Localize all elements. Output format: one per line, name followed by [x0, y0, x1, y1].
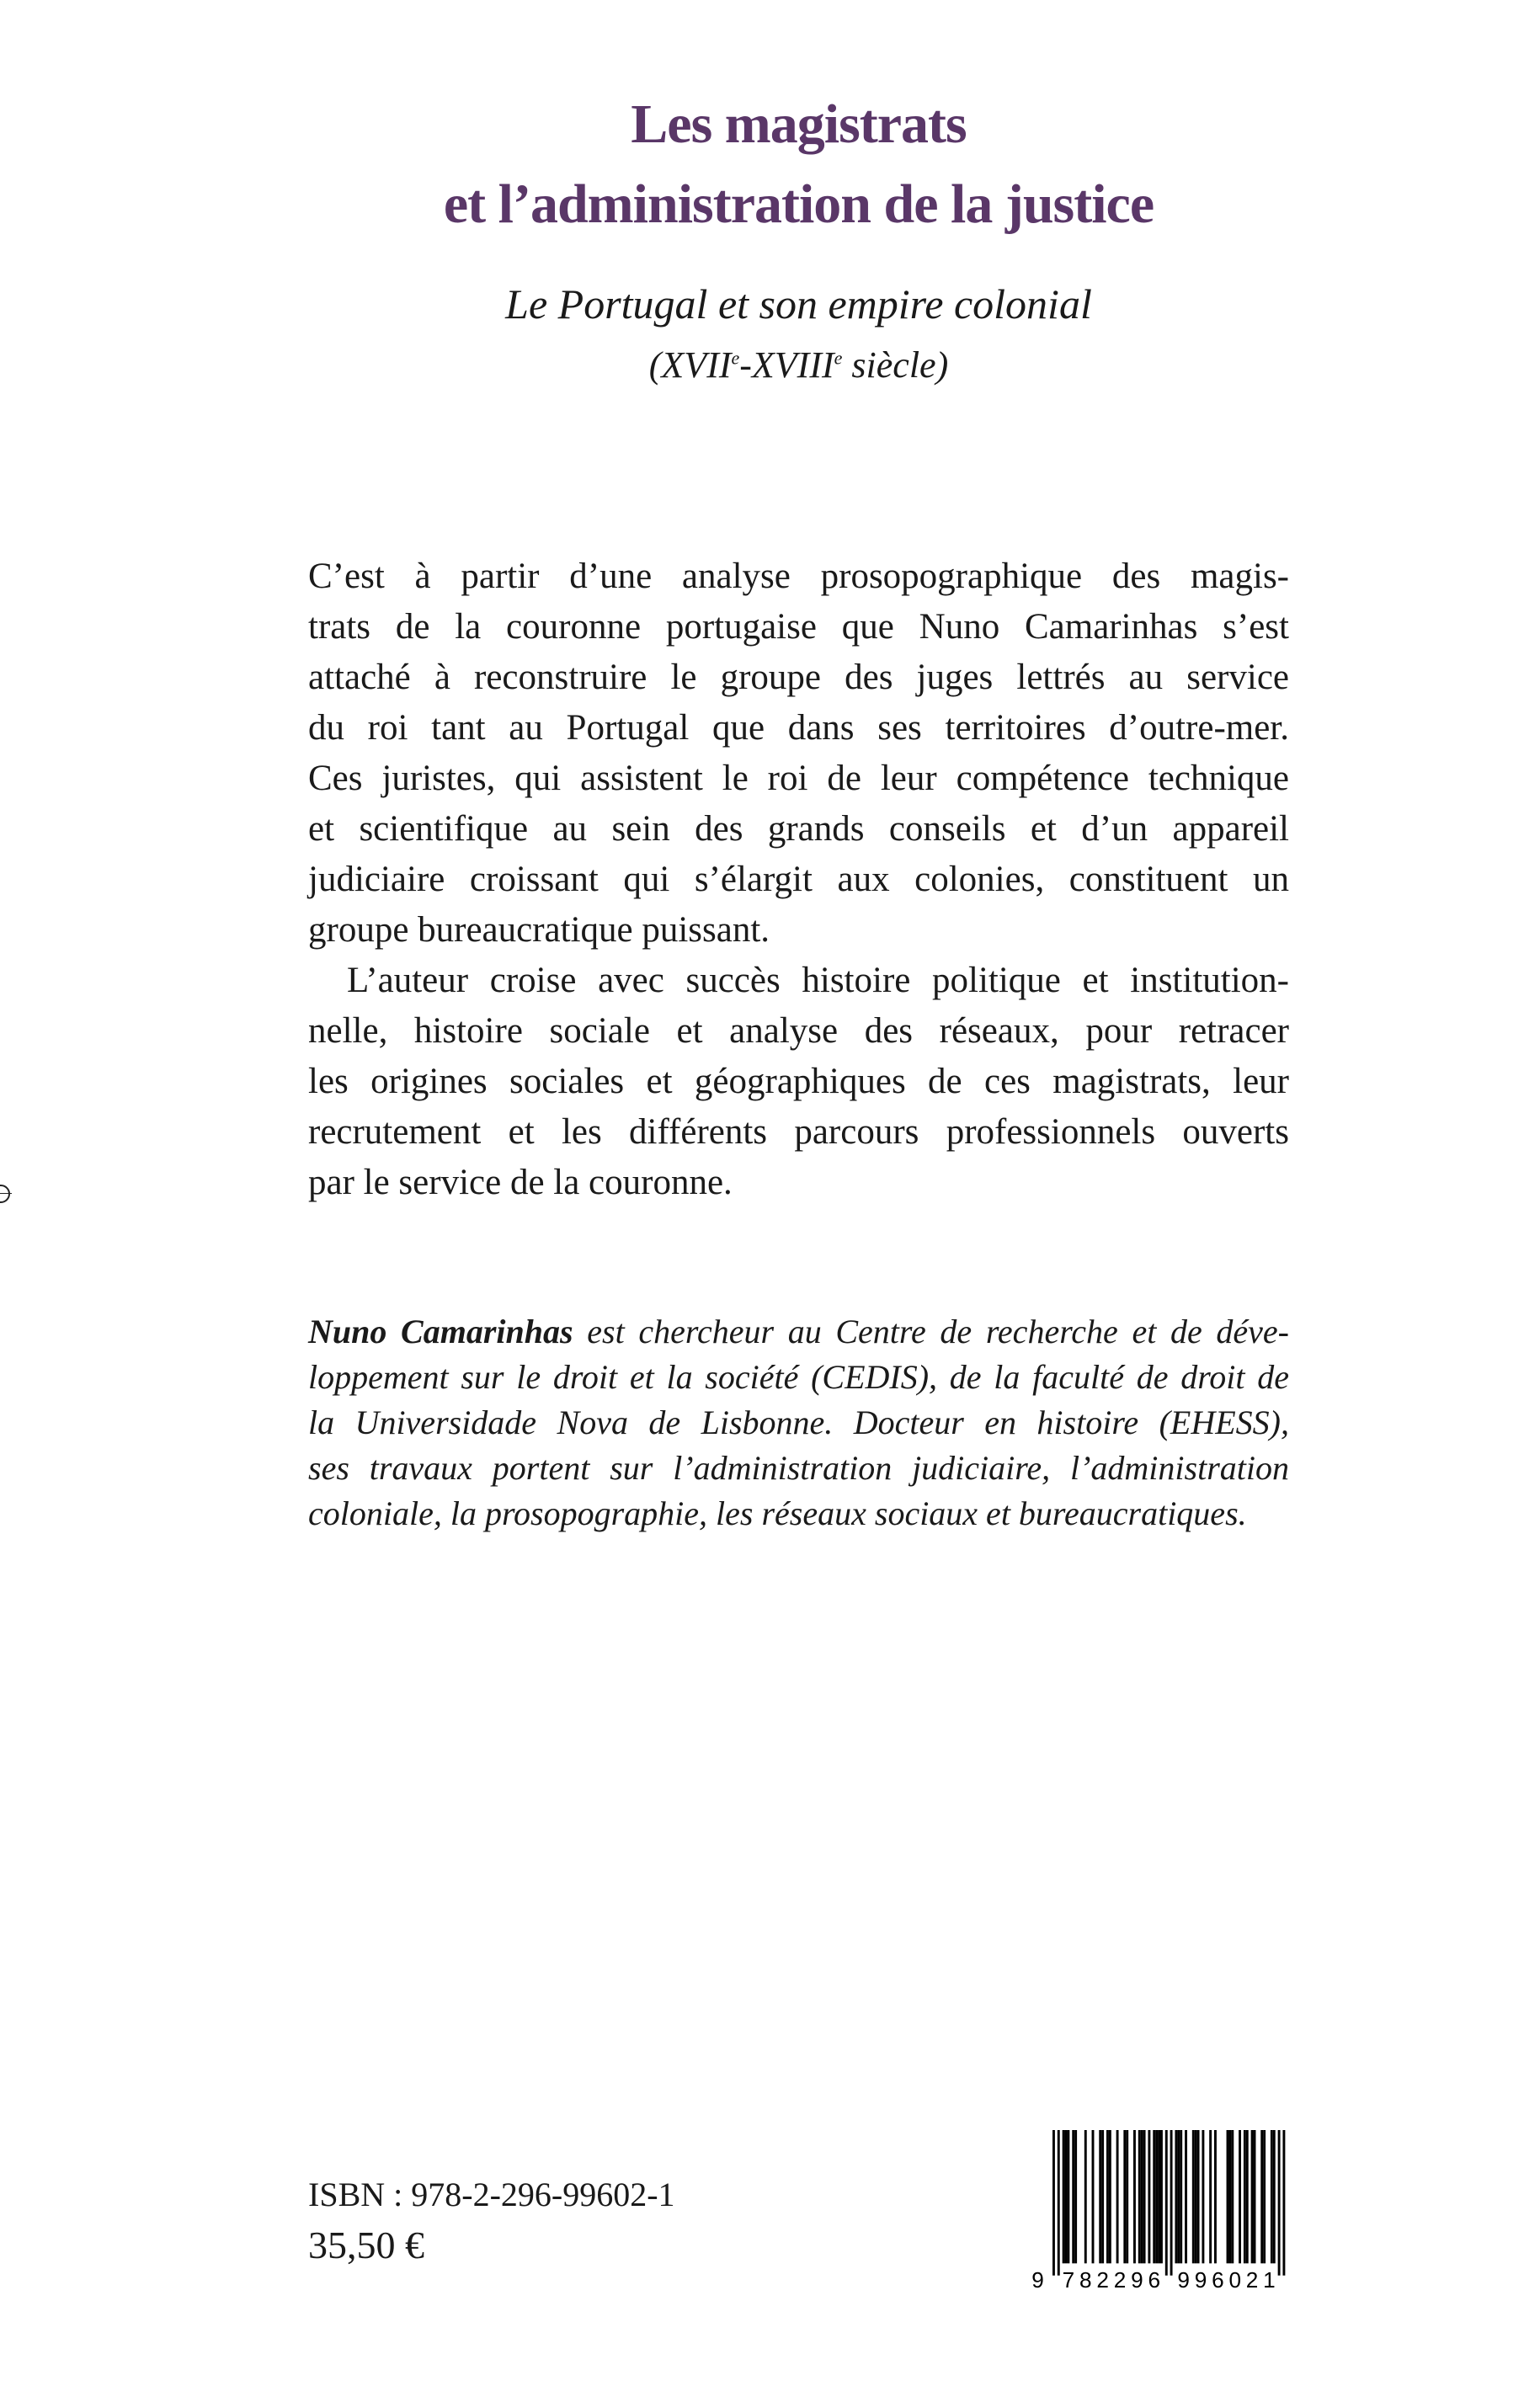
summary-line: nelle, histoire sociale et analyse des réseaux, pour retracer — [308, 1011, 1289, 1051]
barcode-digit: 6 — [1212, 2267, 1224, 2290]
barcode-digit: 9 — [1177, 2267, 1190, 2290]
barcode-bar — [1209, 2130, 1212, 2263]
price: 35,50 € — [308, 2224, 424, 2266]
barcode-digit: 9 — [1131, 2267, 1143, 2290]
bio-line: coloniale, la prosopographie, les réseaux sociaux et bureaucratiques. — [308, 1494, 1247, 1532]
subtitle-part: siècle) — [842, 344, 949, 386]
barcode-bar — [1260, 2130, 1263, 2263]
barcode-bar — [1106, 2130, 1109, 2263]
barcode-bar — [1160, 2130, 1163, 2263]
barcode-digit: 1 — [1263, 2267, 1276, 2290]
barcode-bar — [1263, 2130, 1266, 2263]
summary-line: du roi tant au Portugal que dans ses territoires d’outre-mer. — [308, 708, 1289, 748]
barcode-bar — [1065, 2130, 1068, 2263]
isbn: ISBN : 978-2-296-99602-1 — [308, 2176, 675, 2213]
summary-line: par le service de la couronne. — [308, 1163, 733, 1202]
barcode-digit: 6 — [1148, 2267, 1161, 2290]
barcode-bar — [1239, 2130, 1241, 2263]
summary-line: L’auteur croise avec succès histoire politique et institution- — [347, 961, 1289, 1000]
barcode-bar — [1123, 2130, 1126, 2263]
barcode-digit: 9 — [1031, 2267, 1044, 2290]
barcode-bar — [1251, 2130, 1254, 2263]
barcode-digit: 7 — [1062, 2267, 1075, 2290]
barcode-bar — [1278, 2130, 1281, 2276]
bio-line: la Universidade Nova de Lisbonne. Docteur en histoire (EHESS), — [308, 1403, 1289, 1441]
subtitle-line2 — [308, 344, 1289, 386]
barcode-bar — [1197, 2130, 1200, 2263]
barcode-bar — [1155, 2130, 1158, 2263]
barcode-bar — [1126, 2130, 1128, 2263]
barcode-digit: 9 — [1194, 2267, 1207, 2290]
barcode-bar — [1228, 2130, 1231, 2263]
barcode-icon — [1026, 2130, 1295, 2290]
barcode-bar — [1084, 2130, 1087, 2263]
barcode-bar — [1271, 2130, 1273, 2263]
barcode-bar — [1165, 2130, 1168, 2276]
barcode-bar — [1141, 2130, 1143, 2263]
subtitle-part: -XVIII — [739, 344, 834, 386]
summary-paragraph-2 — [308, 956, 1289, 1208]
barcode-bar — [1273, 2130, 1276, 2263]
summary-line: attaché à reconstruire le groupe des juges lettrés au service — [308, 658, 1289, 697]
summary-line: les origines sociales et géographiques de ces magistrats, leur — [308, 1062, 1289, 1101]
barcode-bar — [1133, 2130, 1136, 2263]
barcode-bar — [1143, 2130, 1146, 2263]
barcode-bar — [1092, 2130, 1095, 2263]
barcode-bar — [1170, 2130, 1173, 2276]
barcode-digit: 8 — [1079, 2267, 1092, 2290]
summary-line: trats de la couronne portugaise que Nuno Camarinhas s’est — [308, 607, 1289, 647]
barcode-bar — [1074, 2130, 1077, 2263]
barcode-bar — [1180, 2130, 1182, 2263]
barcode-bar — [1246, 2130, 1249, 2263]
superscript: e — [834, 347, 843, 369]
superscript: e — [731, 347, 740, 369]
crop-mark-icon — [0, 1185, 10, 1203]
summary-paragraph-1 — [308, 551, 1289, 956]
barcode-bar — [1254, 2130, 1256, 2263]
summary-line: groupe bureaucratique puissant. — [308, 910, 770, 950]
barcode-bar — [1195, 2130, 1197, 2263]
bio-line: ses travaux portent sur l’administration judiciaire, l’administration — [308, 1449, 1289, 1487]
summary-text — [308, 551, 1289, 1208]
barcode-bar — [1101, 2130, 1104, 2263]
summary-line: judiciaire croissant qui s’élargit aux colonies, constituent un — [308, 860, 1289, 899]
summary-line: Ces juristes, qui assistent le roi de leur compétence technique — [308, 759, 1289, 798]
barcode-bar — [1058, 2130, 1060, 2276]
barcode-bar — [1138, 2130, 1141, 2263]
author-name: Nuno Camarinhas — [308, 1313, 573, 1350]
barcode-bar — [1148, 2130, 1150, 2263]
barcode-bar — [1116, 2130, 1119, 2263]
barcode-bar — [1158, 2130, 1160, 2263]
barcode-bar — [1214, 2130, 1217, 2263]
bio-text: est chercheur au Centre de recherche et de déve- — [573, 1313, 1289, 1350]
barcode-digit: 2 — [1113, 2267, 1127, 2290]
summary-line: C’est à partir d’une analyse prosopographique des magis- — [308, 557, 1289, 596]
barcode-bar — [1175, 2130, 1177, 2263]
barcode-bar — [1192, 2130, 1195, 2263]
barcode-digit: 2 — [1245, 2267, 1259, 2290]
author-bio — [308, 1309, 1289, 1537]
barcode-bar — [1227, 2130, 1229, 2263]
barcode-bar — [1231, 2130, 1234, 2263]
barcode-bar — [1244, 2130, 1246, 2263]
barcode-digit: 0 — [1228, 2267, 1242, 2290]
barcode-bar — [1067, 2130, 1069, 2263]
summary-line: et scientifique au sein des grands conseils et d’un appareil — [308, 809, 1289, 849]
subtitle-part: (XVII — [648, 344, 732, 386]
barcode-bar — [1099, 2130, 1101, 2263]
barcode-digit: 2 — [1096, 2267, 1109, 2290]
barcode-bar — [1282, 2130, 1285, 2276]
subtitle-line1: Le Portugal et son empire colonial — [505, 280, 1092, 328]
barcode-bar — [1109, 2130, 1111, 2263]
barcode-bar — [1185, 2130, 1187, 2263]
barcode-bar — [1072, 2130, 1074, 2263]
barcode-bar — [1177, 2130, 1180, 2263]
barcode-bar — [1153, 2130, 1155, 2263]
book-title-line1: Les magistrats — [631, 93, 967, 155]
barcode-bar — [1063, 2130, 1065, 2263]
book-title-line2: et l’administration de la justice — [443, 173, 1154, 235]
bio-line — [308, 1309, 1289, 1355]
summary-line: recrutement et les différents parcours professionnels ouverts — [308, 1112, 1289, 1152]
bio-line: loppement sur le droit et la société (CEDIS), de la faculté de droit de — [308, 1358, 1289, 1396]
barcode-bar — [1202, 2130, 1204, 2263]
barcode-bar — [1052, 2130, 1055, 2276]
